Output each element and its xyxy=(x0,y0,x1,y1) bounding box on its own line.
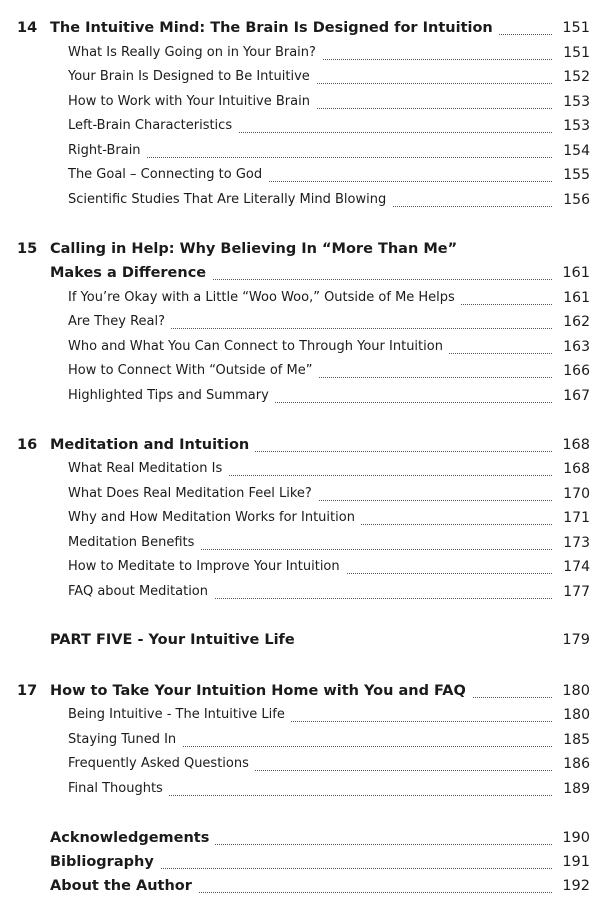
page-number: 167 xyxy=(552,388,590,404)
page-number: 168 xyxy=(552,437,590,453)
toc-entry[interactable] xyxy=(0,781,600,803)
toc-entry[interactable] xyxy=(0,510,600,532)
section-title: Are They Real? xyxy=(68,314,171,329)
chapter-number: 14 xyxy=(17,20,38,36)
page-number: 161 xyxy=(552,265,590,281)
chapter-title: The Intuitive Mind: The Brain Is Designed for Intuition xyxy=(50,20,499,36)
section-title: The Goal – Connecting to God xyxy=(68,167,268,182)
toc-entry[interactable] xyxy=(0,732,600,754)
page-number: 155 xyxy=(552,167,590,183)
section-title: Being Intuitive - The Intuitive Life xyxy=(68,707,291,722)
toc-entry[interactable] xyxy=(0,45,600,67)
toc-entry[interactable] xyxy=(0,363,600,385)
section-title: Meditation Benefits xyxy=(68,535,200,550)
toc-entry[interactable] xyxy=(0,69,600,91)
toc-entry[interactable] xyxy=(0,461,600,483)
toc-entry[interactable] xyxy=(0,707,600,729)
page-number: 185 xyxy=(552,732,590,748)
toc-entry-part-five[interactable] xyxy=(0,632,600,654)
section-title: Your Brain Is Designed to Be Intuitive xyxy=(68,69,316,84)
page-number: 154 xyxy=(552,143,590,159)
page-number: 192 xyxy=(552,878,590,894)
toc-entry[interactable] xyxy=(0,535,600,557)
page-number: 170 xyxy=(552,486,590,502)
section-title: Left-Brain Characteristics xyxy=(68,118,238,133)
page-number: 156 xyxy=(552,192,590,208)
toc-entry[interactable] xyxy=(0,290,600,312)
page-number: 191 xyxy=(552,854,590,870)
dot-leader xyxy=(76,157,554,158)
chapter-title-line1: Calling in Help: Why Believing In “More Than Me” xyxy=(50,241,458,257)
toc-entry[interactable] xyxy=(0,584,600,606)
toc-entry[interactable] xyxy=(0,167,600,189)
page-number: 186 xyxy=(552,756,590,772)
page-number: 162 xyxy=(552,314,590,330)
toc-entry[interactable] xyxy=(0,192,600,214)
back-matter-title: Bibliography xyxy=(50,854,160,870)
page-number: 189 xyxy=(552,781,590,797)
toc-entry[interactable] xyxy=(0,388,600,410)
toc-entry-bibliography[interactable] xyxy=(0,854,600,876)
page-number: 171 xyxy=(552,510,590,526)
page-number: 180 xyxy=(552,683,590,699)
toc-entry[interactable] xyxy=(0,314,600,336)
chapter-title: Meditation and Intuition xyxy=(50,437,255,453)
section-title: What Does Real Meditation Feel Like? xyxy=(68,486,318,501)
section-title: FAQ about Meditation xyxy=(68,584,214,599)
section-title: What Is Really Going on in Your Brain? xyxy=(68,45,322,60)
section-title: Staying Tuned In xyxy=(68,732,182,747)
page-number: 161 xyxy=(552,290,590,306)
section-title: How to Connect With “Outside of Me” xyxy=(68,363,318,378)
section-title: Final Thoughts xyxy=(68,781,169,796)
page-number: 153 xyxy=(552,118,590,134)
chapter-number: 17 xyxy=(17,683,38,699)
page-number: 166 xyxy=(552,363,590,379)
page-number: 151 xyxy=(552,20,590,36)
chapter-number: 16 xyxy=(17,437,38,453)
page-number: 190 xyxy=(552,830,590,846)
toc-entry-about-the-author[interactable] xyxy=(0,878,600,900)
page-number: 177 xyxy=(552,584,590,600)
toc-entry-ch15-heading[interactable] xyxy=(0,241,600,263)
toc-entry[interactable] xyxy=(0,756,600,778)
chapter-title: How to Take Your Intuition Home with You and FAQ xyxy=(50,683,472,699)
page-number: 180 xyxy=(552,707,590,723)
page-number: 173 xyxy=(552,535,590,551)
page-number: 152 xyxy=(552,69,590,85)
section-title: Why and How Meditation Works for Intuition xyxy=(68,510,361,525)
part-title: PART FIVE - Your Intuitive Life xyxy=(50,632,295,648)
page-number: 174 xyxy=(552,559,590,575)
toc-entry[interactable] xyxy=(0,143,600,165)
back-matter-title: About the Author xyxy=(50,878,198,894)
section-title: How to Meditate to Improve Your Intuition xyxy=(68,559,346,574)
section-title: Frequently Asked Questions xyxy=(68,756,255,771)
page-number: 153 xyxy=(552,94,590,110)
toc-entry[interactable] xyxy=(0,339,600,361)
page-number: 163 xyxy=(552,339,590,355)
toc-entry-acknowledgements[interactable] xyxy=(0,830,600,852)
section-title: Who and What You Can Connect to Through Your Intuition xyxy=(68,339,449,354)
toc-entry[interactable] xyxy=(0,94,600,116)
section-title: If You’re Okay with a Little “Woo Woo,” Outside of Me Helps xyxy=(68,290,461,305)
section-title: Highlighted Tips and Summary xyxy=(68,388,275,403)
toc-entry-ch14[interactable] xyxy=(0,20,600,42)
toc-entry[interactable] xyxy=(0,486,600,508)
back-matter-title: Acknowledgements xyxy=(50,830,215,846)
page-number: 179 xyxy=(552,632,590,648)
section-title: Right-Brain xyxy=(68,143,147,158)
toc-entry-ch15[interactable] xyxy=(0,265,600,287)
toc-entry-ch17[interactable] xyxy=(0,683,600,705)
toc-entry-ch16[interactable] xyxy=(0,437,600,459)
section-title: Scientific Studies That Are Literally Mind Blowing xyxy=(68,192,392,207)
toc-entry[interactable] xyxy=(0,559,600,581)
page-number: 151 xyxy=(552,45,590,61)
chapter-title-line2: Makes a Difference xyxy=(50,265,212,281)
section-title: How to Work with Your Intuitive Brain xyxy=(68,94,316,109)
section-title: What Real Meditation Is xyxy=(68,461,228,476)
toc-entry[interactable] xyxy=(0,118,600,140)
chapter-number: 15 xyxy=(17,241,38,257)
page-number: 168 xyxy=(552,461,590,477)
